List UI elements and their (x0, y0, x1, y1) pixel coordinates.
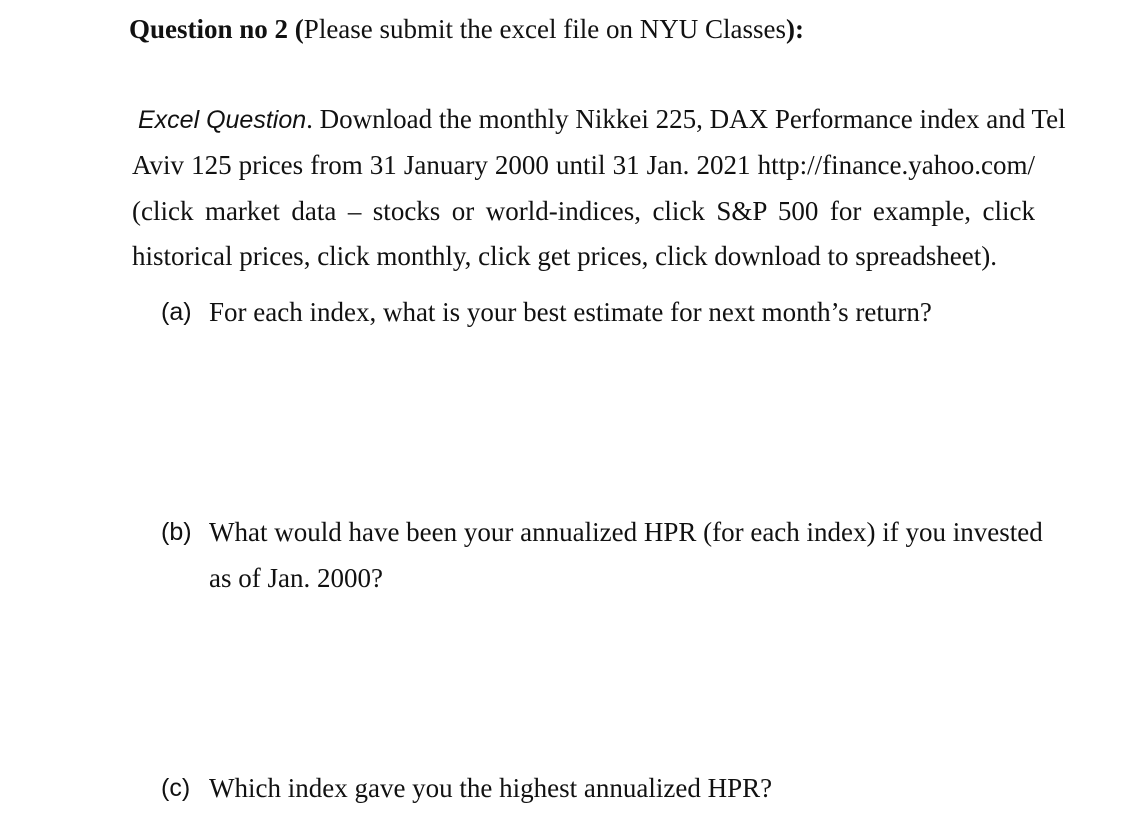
heading-paren-close: ): (785, 14, 804, 44)
question-b-text-line-2: as of Jan. 2000? (209, 563, 383, 593)
intro-line-1 (132, 101, 1066, 138)
intro-line-1-text: . Download the monthly Nikkei 225, DAX Performance index and Tel (306, 104, 1066, 134)
question-b-text-line-1: What would have been your annualized HPR (for each index) if you invested (209, 517, 1043, 547)
question-c-label: (c) (161, 774, 191, 802)
heading-instruction: Please submit the excel file on NYU Classes (303, 14, 786, 44)
intro-line-4: historical prices, click monthly, click get prices, click download to spreadsheet). (132, 241, 997, 271)
intro-line-2: Aviv 125 prices from 31 January 2000 until 31 Jan. 2021 http://finance.yahoo.com/ (132, 150, 1035, 180)
heading-paren-open: ( (294, 14, 304, 44)
question-c-text: Which index gave you the highest annualized HPR? (209, 773, 773, 803)
intro-lead-italic: Excel Question (138, 106, 307, 134)
question-a-label: (a) (161, 298, 192, 326)
heading-title: Question no 2 (129, 14, 289, 44)
question-heading (129, 11, 804, 47)
question-a-text: For each index, what is your best estimate for next month’s return? (209, 297, 932, 327)
intro-line-3: (click market data – stocks or world-indices, click S&P 500 for example, click (132, 196, 1035, 226)
question-b-label: (b) (161, 518, 192, 546)
